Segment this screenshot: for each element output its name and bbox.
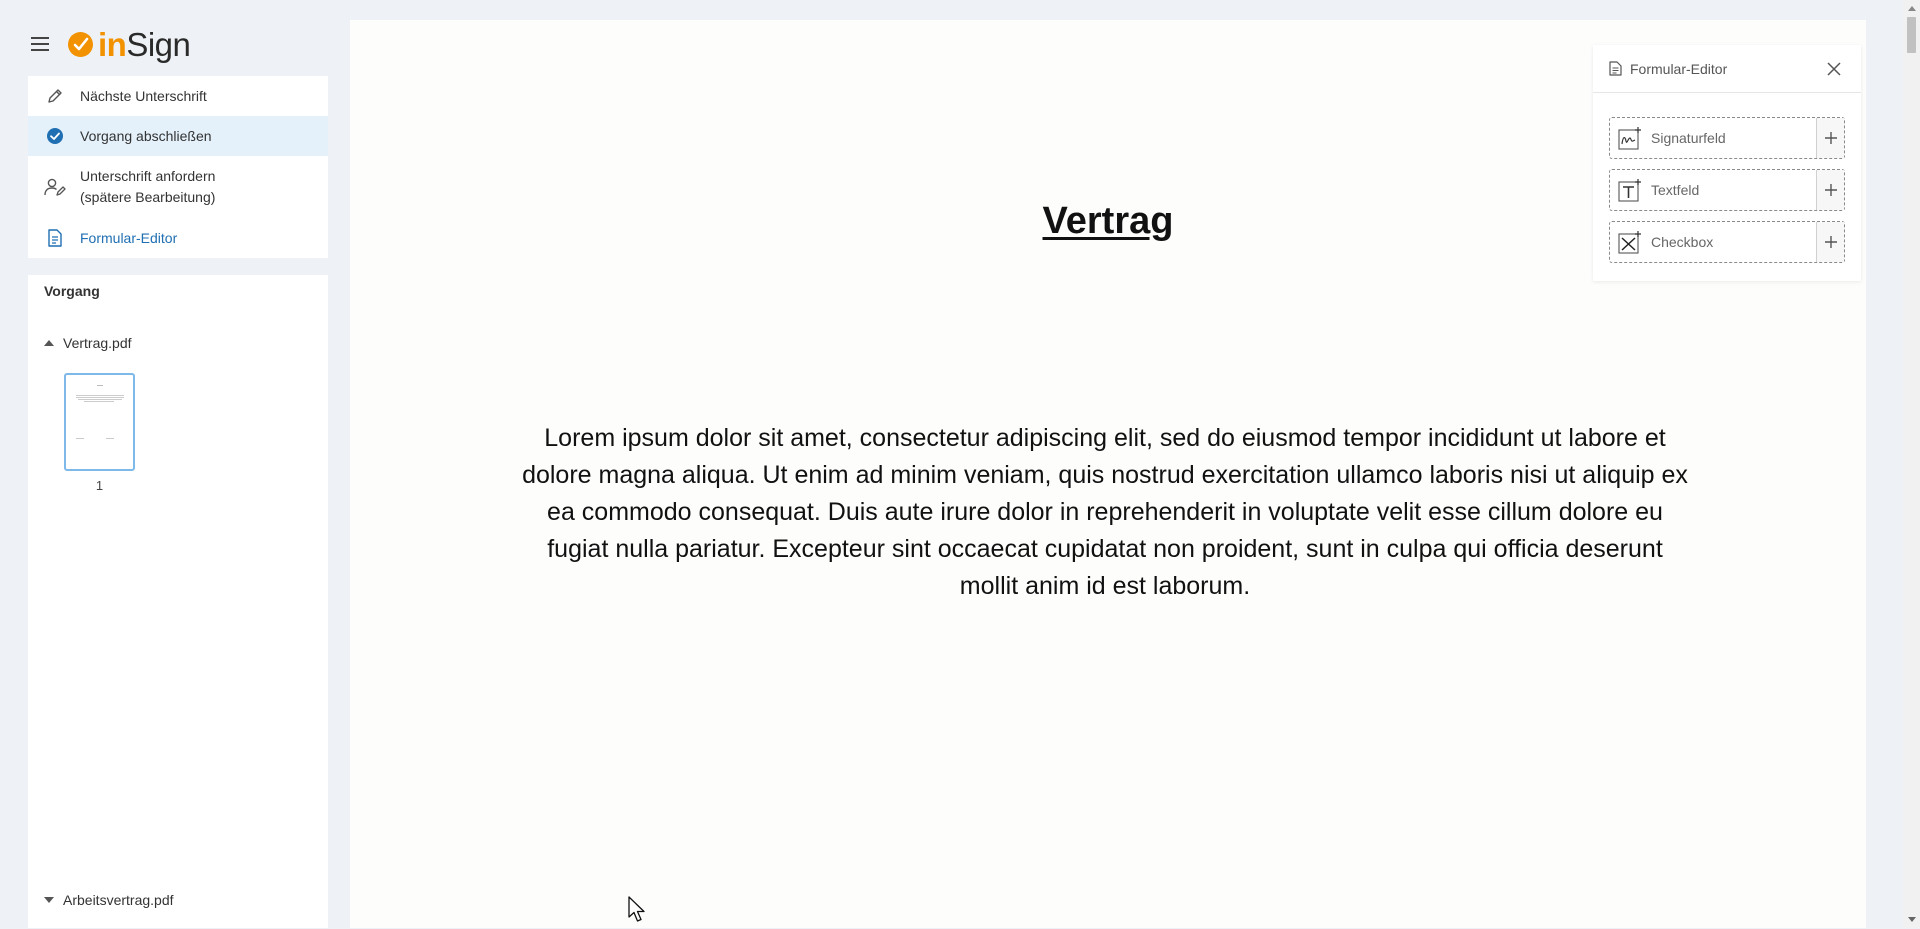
add-checkbox-field-icon[interactable] [1816, 222, 1844, 262]
check-circle-icon [44, 125, 66, 147]
text-field-icon [1617, 177, 1643, 203]
document-title: Vertrag [1042, 200, 1174, 242]
form-icon [1609, 61, 1622, 76]
document-arbeitsvertrag-label: Arbeitsvertrag.pdf [63, 892, 174, 908]
logo-text [98, 25, 191, 63]
user-sign-icon [44, 176, 66, 198]
form-editor-label: Formular-Editor [80, 230, 178, 246]
scroll-up-icon[interactable] [1903, 0, 1920, 17]
mouse-cursor-icon [628, 896, 648, 929]
page-number: 1 [95, 478, 104, 493]
process-title: Vorgang [44, 283, 100, 299]
request-signature-line1: Unterschrift anfordern [80, 168, 216, 184]
form-editor-title: Formular-Editor [1630, 60, 1728, 77]
add-text-field-icon[interactable] [1816, 170, 1844, 210]
document-body: Lorem ipsum dolor sit amet, consectetur adipiscing elit, sed do eiusmod tempor incididunt ut labore et dolore magna aliqua. Ut enim ad minim veniam, quis nostrud exercitation ullamco laboris nisi ut aliquip ex ea commodo consequat. Duis aute irure dolor in reprehenderit in voluptate velit esse cillum dolore eu fugiat nulla pariatur. Excepteur sint occaecat cupidatat non proident, sunt in culpa qui officia deserunt mollit anim id est laborum. [522, 424, 1688, 600]
signature-field-icon [1617, 125, 1643, 151]
action-menu [28, 76, 328, 258]
close-icon[interactable] [1823, 58, 1845, 80]
add-signature-field-icon[interactable] [1816, 118, 1844, 158]
text-field-button[interactable] [1609, 169, 1845, 211]
app-logo [68, 25, 191, 63]
logo-text-in: in [98, 25, 127, 63]
documents-panel [28, 275, 328, 928]
request-signature-button[interactable] [28, 156, 328, 218]
complete-process-label: Vorgang abschließen [80, 128, 212, 144]
app-header [28, 24, 190, 64]
page-scrollbar[interactable] [1903, 0, 1920, 928]
form-editor-panel [1593, 45, 1861, 281]
document-vertrag[interactable] [44, 335, 132, 351]
form-icon [44, 227, 66, 249]
page-thumbnail[interactable] [64, 373, 135, 471]
checkbox-field-button[interactable] [1609, 221, 1845, 263]
form-editor-header [1593, 45, 1861, 93]
pencil-icon [44, 85, 66, 107]
document-vertrag-label: Vertrag.pdf [63, 335, 132, 351]
document-arbeitsvertrag[interactable] [44, 892, 174, 908]
complete-process-button[interactable] [28, 116, 328, 156]
checkbox-field-label: Checkbox [1651, 234, 1714, 250]
logo-mark-icon [68, 32, 93, 57]
scroll-thumb[interactable] [1907, 17, 1916, 53]
next-signature-label: Nächste Unterschrift [80, 88, 207, 104]
request-signature-line2: (spätere Bearbeitung) [80, 189, 216, 205]
caret-down-icon [44, 897, 58, 903]
signature-field-label: Signaturfeld [1651, 130, 1726, 146]
next-signature-button[interactable] [28, 76, 328, 116]
checkbox-field-icon [1617, 229, 1643, 255]
menu-icon[interactable] [28, 24, 52, 64]
caret-up-icon [44, 340, 58, 346]
form-editor-button[interactable] [28, 218, 328, 258]
text-field-label: Textfeld [1651, 182, 1700, 198]
signature-field-button[interactable] [1609, 117, 1845, 159]
logo-text-sign: Sign [126, 25, 191, 63]
request-signature-label [80, 166, 215, 208]
scroll-down-icon[interactable] [1903, 911, 1920, 928]
